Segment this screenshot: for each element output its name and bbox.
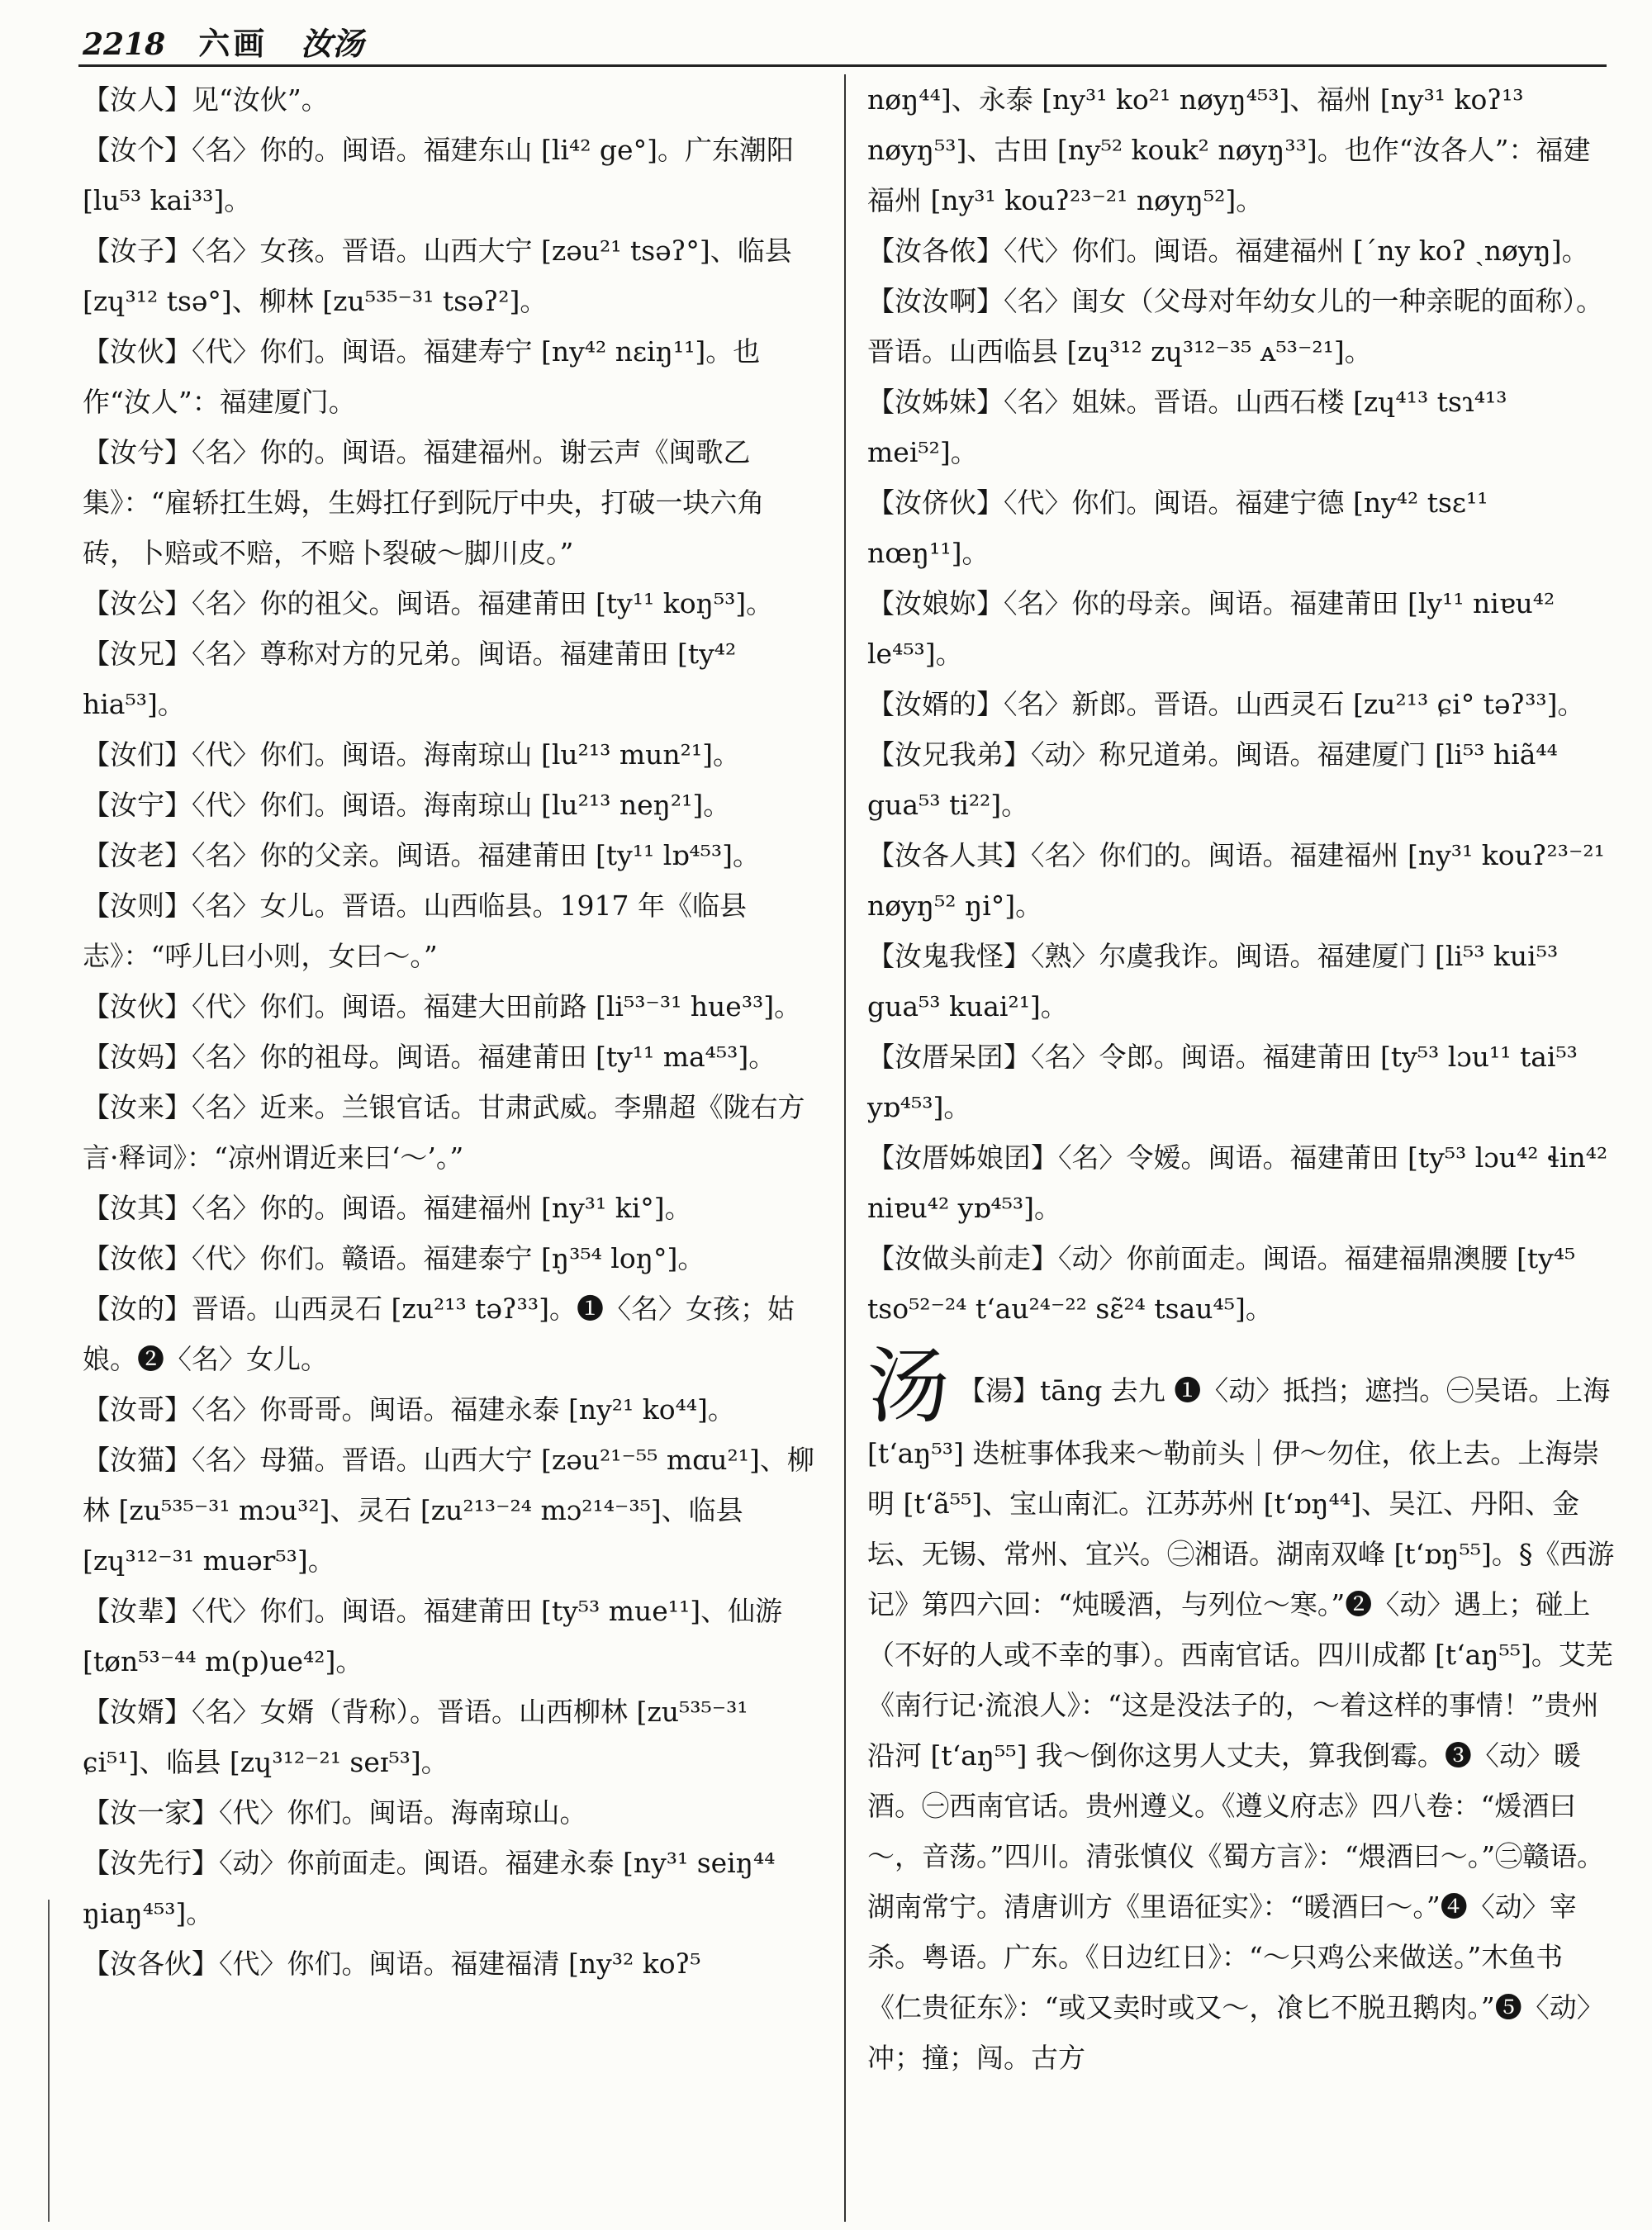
left-column — [83, 74, 818, 1989]
entry-ru-lao: 【汝老】〈名〉你的父亲。闽语。福建莆田 [ty¹¹ lɒ⁴⁵³]。 — [83, 839, 760, 871]
entry-ru-xu: 【汝婿】〈名〉女婿（背称）。晋语。山西柳林 [zu⁵³⁵⁻³¹ ɕi⁵¹]、临县 [zɥ³¹²⁻²¹ seɪ⁵³]。 — [83, 1696, 748, 1778]
column-rule — [844, 74, 846, 2222]
entry-ru-xu-de: 【汝婿的】〈名〉新郎。晋语。山西灵石 [zu²¹³ ɕi° təʔ³³]。 — [867, 688, 1585, 720]
entry-ru-niang-nai: 【汝娘妳】〈名〉你的母亲。闽语。福建莆田 [ly¹¹ niɐu⁴² le⁴⁵³]。 — [867, 587, 1555, 670]
entry-tang — [867, 1338, 1615, 2083]
header-rule — [78, 64, 1607, 67]
entry-ru-ge: 【汝个】〈名〉你的。闽语。福建东山 [li⁴² ge°]。广东潮阳 [lu⁵³ kai³³]。 — [83, 134, 794, 216]
entry-ru-de: 【汝的】晋语。山西灵石 [zu²¹³ təʔ³³]。❶〈名〉女孩；姑娘。❷〈名〉女儿。 — [83, 1293, 795, 1375]
entry-ru-ge-huo: 【汝各伙】〈代〉你们。闽语。福建福清 [ny³² koʔ⁵ — [83, 1948, 701, 1980]
entry-ru-yi-jia: 【汝一家】〈代〉你们。闽语。海南琼山。 — [83, 1796, 587, 1829]
tang-definition: 【湯】tāng 去九 ❶〈动〉抵挡；遮挡。㊀吴语。上海 [tʻaŋ⁵³] 迭桩事体我来～勒前头｜伊～勿住，依上去。上海崇明 [tʻã⁵⁵]、宝山南汇。江苏苏州 [tʻɒŋ⁴⁴]、吴江、丹阳、金坛、无锡、常州、宜兴。㊁湘语。湖南双峰 [tʻɒŋ⁵⁵]。§《西游记》第四六回：“炖暖酒，与列位～寒。”❷〈动〉遇上；碰上（不好的人或不幸的事）。西南官话。四川成都 [tʻaŋ⁵⁵]。艾芜《南行记·流浪人》：“这是没法子的，～着这样的事情！”贵州沿河 [tʻaŋ⁵⁵] 我～倒你这男人丈夫，算我倒霉。❸〈动〉暖酒。㊀西南官话。贵州遵义。《遵义府志》四八卷：“煖酒曰～，音荡。”四川。清张慎仪《蜀方言》：“煨酒曰～。”㊁赣语。湖南常宁。清唐训方《里语征实》：“暖酒曰～。”❹〈动〉宰杀。粤语。广东。《日边红日》：“～只鸡公来做送。”木鱼书《仁贵征东》：“或又卖时或又～，飡匕不脱丑鹅肉。”❺〈动〉冲；撞；闯。古方 — [867, 1374, 1615, 2074]
entry-ru-chai-huo: 【汝侪伙】〈代〉你们。闽语。福建宁德 [ny⁴² tsɛ¹¹ nœŋ¹¹]。 — [867, 486, 1488, 569]
entry-ru-zi: 【汝子】〈名〉女孩。晋语。山西大宁 [zəu²¹ tsəʔ°]、临县 [zɥ³¹² tsə°]、柳林 [zu⁵³⁵⁻³¹ tsəʔ²]。 — [83, 235, 792, 317]
entry-ru-lai: 【汝来】〈名〉近来。兰银官话。甘肃武威。李鼎超《陇右方言·释词》：“凉州谓近来曰‘～’。” — [83, 1091, 805, 1174]
entry-ru-ze: 【汝则】〈名〉女儿。晋语。山西临县。1917 年《临县志》：“呼儿曰小则，女曰～。” — [83, 890, 747, 972]
entry-ru-gong: 【汝公】〈名〉你的祖父。闽语。福建莆田 [ty¹¹ koŋ⁵³]。 — [83, 587, 774, 619]
entry-ru-xiong-wo-di: 【汝兄我弟】〈动〉称兄道弟。闽语。福建厦门 [li⁵³ hiã⁴⁴ gua⁵³ ti²²]。 — [867, 738, 1558, 821]
entry-ru-ge-ren-qi: 【汝各人其】〈名〉你们的。闽语。福建福州 [ny³¹ kouʔ²³⁻²¹ nøyŋ⁵² ŋi°]。 — [867, 839, 1605, 922]
margin-rule — [48, 1900, 50, 2222]
entry-ru-cuo-zi-niang-jian: 【汝厝姊娘囝】〈名〉令嫒。闽语。福建莆田 [ty⁵³ lɔu⁴² ɬin⁴² niɐu⁴² yɒ⁴⁵³]。 — [867, 1141, 1608, 1224]
header-section: 六画 — [198, 25, 268, 62]
entry-ru-men: 【汝们】〈代〉你们。闽语。海南琼山 [lu²¹³ mun²¹]。 — [83, 738, 740, 771]
entry-ru-gui-wo-guai: 【汝鬼我怪】〈熟〉尔虞我诈。闽语。福建厦门 [li⁵³ kui⁵³ gua⁵³ kuai²¹]。 — [867, 940, 1559, 1022]
page-header — [83, 18, 363, 68]
entry-ru-ge-brother: 【汝哥】〈名〉你哥哥。闽语。福建永泰 [ny²¹ ko⁴⁴]。 — [83, 1393, 735, 1426]
entry-ru-cuo-dai-jian: 【汝厝呆囝】〈名〉令郎。闽语。福建莆田 [ty⁵³ lɔu¹¹ tai⁵³ yɒ⁴⁵³]。 — [867, 1041, 1578, 1123]
entry-ru-ning: 【汝宁】〈代〉你们。闽语。海南琼山 [lu²¹³ neŋ²¹]。 — [83, 789, 731, 821]
page-number: 2218 — [83, 27, 166, 62]
entry-ru-zi-mei: 【汝姊妹】〈名〉姐妹。晋语。山西石楼 [zɥ⁴¹³ tsɿ⁴¹³ mei⁵²]。 — [867, 386, 1507, 468]
entry-ru-qi: 【汝其】〈名〉你的。闽语。福建福州 [ny³¹ ki°]。 — [83, 1192, 692, 1224]
entry-ru-ren: 【汝人】见“汝伙”。 — [83, 83, 329, 116]
entry-ru-ge-nong: 【汝各侬】〈代〉你们。闽语。福建福州 [ˊny koʔ ˏnøyŋ]。 — [867, 235, 1589, 267]
entry-ru-xi: 【汝兮】〈名〉你的。闽语。福建福州。谢云声《闽歌乙集》：“雇轿扛生姆，生姆扛仔到阮厅中央，打破一块六角砖，卜赔或不赔，不赔卜裂破～脚川皮。” — [83, 436, 765, 569]
entry-ru-huo-2: 【汝伙】〈代〉你们。闽语。福建大田前路 [li⁵³⁻³¹ hue³³]。 — [83, 990, 802, 1022]
tang-head-char: 汤 — [867, 1338, 950, 1435]
entry-ru-mao: 【汝猫】〈名〉母猫。晋语。山西大宁 [zəu²¹⁻⁵⁵ mɑu²¹]、柳林 [zu⁵³⁵⁻³¹ mɔu³²]、灵石 [zu²¹³⁻²⁴ mɔ²¹⁴⁻³⁵]、临县 [zɥ³¹²⁻³¹ muər⁵³]。 — [83, 1444, 814, 1577]
entry-continuation: nøŋ⁴⁴]、永泰 [ny³¹ ko²¹ nøyŋ⁴⁵³]、福州 [ny³¹ koʔ¹³ nøyŋ⁵³]、古田 [ny⁵² kouk² nøyŋ³³]。也作“汝各人”：福建福州 [ny³¹ kouʔ²³⁻²¹ nøyŋ⁵²]。 — [867, 83, 1591, 216]
entry-ru-bei: 【汝辈】〈代〉你们。闽语。福建莆田 [ty⁵³ mue¹¹]、仙游 [tøn⁵³⁻⁴⁴ m(p)ue⁴²]。 — [83, 1595, 783, 1677]
entry-ru-zuo-tou-qian-zou: 【汝做头前走】〈动〉你前面走。闽语。福建福鼎澳腰 [ty⁴⁵ tso⁵²⁻²⁴ tʻau²⁴⁻²² sɛ̃²⁴ tsau⁴⁵]。 — [867, 1242, 1576, 1325]
entry-ru-ru-a: 【汝汝啊】〈名〉闺女（父母对年幼女儿的一种亲昵的面称）。晋语。山西临县 [zɥ³¹² zɥ³¹²⁻³⁵ ᴀ⁵³⁻²¹]。 — [867, 285, 1603, 368]
entry-ru-nong: 【汝侬】〈代〉你们。赣语。福建泰宁 [ŋ³⁵⁴ loŋ°]。 — [83, 1242, 705, 1274]
entry-ru-xian-xing: 【汝先行】〈动〉你前面走。闽语。福建永泰 [ny³¹ seiŋ⁴⁴ ŋiaŋ⁴⁵³]。 — [83, 1847, 776, 1929]
header-chars: 汝汤 — [301, 25, 364, 62]
right-column — [867, 74, 1615, 2083]
entry-ru-ma: 【汝妈】〈名〉你的祖母。闽语。福建莆田 [ty¹¹ ma⁴⁵³]。 — [83, 1041, 776, 1073]
entry-ru-huo: 【汝伙】〈代〉你们。闽语。福建寿宁 [ny⁴² nɛiŋ¹¹]。也作“汝人”：福建厦门。 — [83, 335, 761, 418]
entry-ru-xiong: 【汝兄】〈名〉尊称对方的兄弟。闽语。福建莆田 [ty⁴² hia⁵³]。 — [83, 638, 737, 720]
